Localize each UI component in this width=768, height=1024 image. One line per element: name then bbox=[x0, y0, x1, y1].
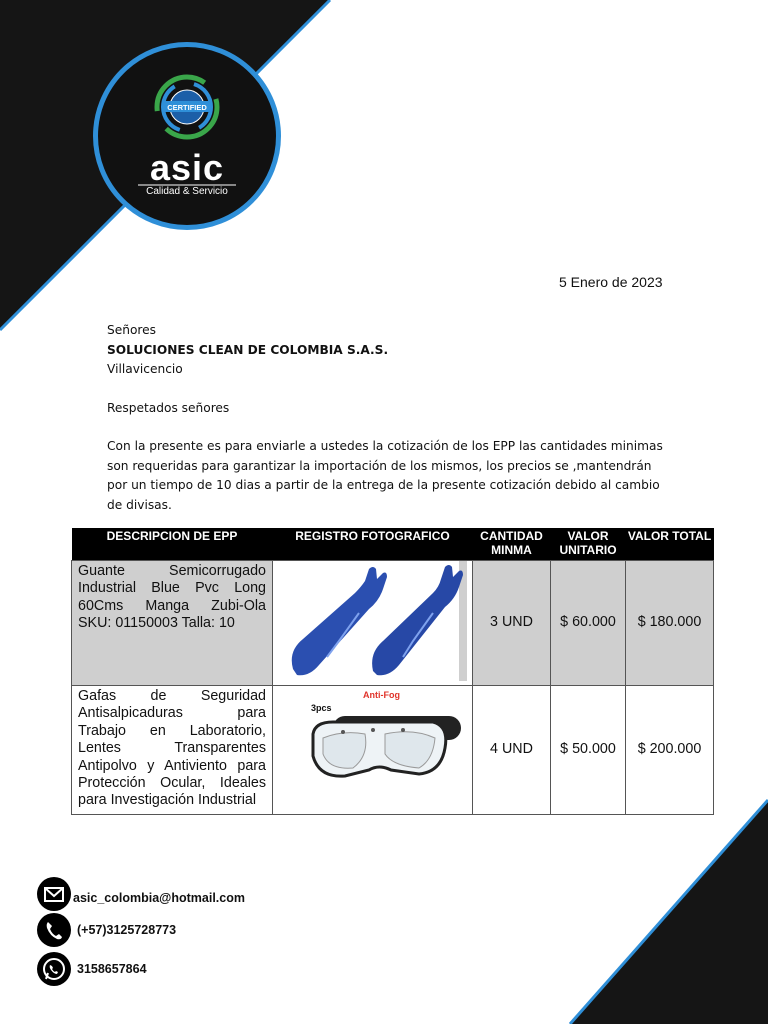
safety-goggles-image bbox=[273, 686, 473, 806]
row-photo bbox=[273, 561, 473, 686]
contact-phone[interactable]: (+57)3125728773 bbox=[77, 923, 177, 937]
company-logo bbox=[93, 42, 281, 230]
table-row bbox=[72, 561, 714, 686]
row-description: Gafas de Seguridad Antisalpicaduras para Trabajo en Laboratorio, Lentes Transparentes Antipolvo y Antiviento para Protección Ocular, Ideales para Investigación Industrial bbox=[72, 686, 273, 815]
letter-date: 5 Enero de 2023 bbox=[559, 274, 663, 290]
row-total: $ 200.000 bbox=[626, 686, 714, 815]
row-photo bbox=[273, 686, 473, 815]
header-total: VALOR TOTAL bbox=[626, 528, 714, 561]
table-row bbox=[72, 686, 714, 815]
contact-whatsapp[interactable]: 3158657864 bbox=[77, 962, 147, 976]
header-description: DESCRIPCION DE EPP bbox=[72, 528, 273, 561]
blue-gloves-image bbox=[273, 561, 473, 681]
recipient-company: SOLUCIONES CLEAN DE COLOMBIA S.A.S. bbox=[107, 342, 389, 357]
row-unit-price: $ 60.000 bbox=[551, 561, 626, 686]
phone-icon bbox=[37, 913, 71, 947]
photo-label: 3pcs bbox=[311, 703, 332, 713]
certified-badge-icon bbox=[98, 47, 276, 225]
row-total: $ 180.000 bbox=[626, 561, 714, 686]
header-photo: REGISTRO FOTOGRAFICO bbox=[273, 528, 473, 561]
header-unit-price: VALOR UNITARIO bbox=[551, 528, 626, 561]
brand-name: asic bbox=[149, 147, 225, 188]
row-quantity: 4 UND bbox=[473, 686, 551, 815]
photo-caption: Anti-Fog bbox=[363, 690, 400, 700]
quotation-table bbox=[71, 528, 714, 815]
header-quantity: CANTIDAD MINMA bbox=[473, 528, 551, 561]
brand-tagline: Calidad & Servicio bbox=[146, 186, 228, 197]
greeting: Respetados señores bbox=[107, 400, 230, 415]
badge-text: CERTIFIED bbox=[167, 103, 207, 112]
letter-body bbox=[107, 321, 667, 515]
contact-email[interactable]: asic_colombia@hotmail.com bbox=[73, 891, 245, 905]
email-icon bbox=[37, 877, 71, 911]
recipient-city: Villavicencio bbox=[107, 362, 183, 376]
table-header-row bbox=[72, 528, 714, 561]
body-paragraph: Con la presente es para enviarle a ustedes la cotización de los EPP las cantidades minimas son requeridas para garantizar la importación de los mismos, los precios se ,mantendrán por un tiempo de 10 dias a partir de la entrega de la presente cotización debido al cambio de divisas. bbox=[107, 439, 663, 512]
row-quantity: 3 UND bbox=[473, 561, 551, 686]
whatsapp-icon bbox=[37, 952, 71, 986]
row-unit-price: $ 50.000 bbox=[551, 686, 626, 815]
row-description: Guante Semicorrugado Industrial Blue Pvc Long 60Cms Manga Zubi-Ola SKU: 01150003 Talla: 10 bbox=[72, 561, 273, 686]
salutation: Señores bbox=[107, 323, 157, 337]
